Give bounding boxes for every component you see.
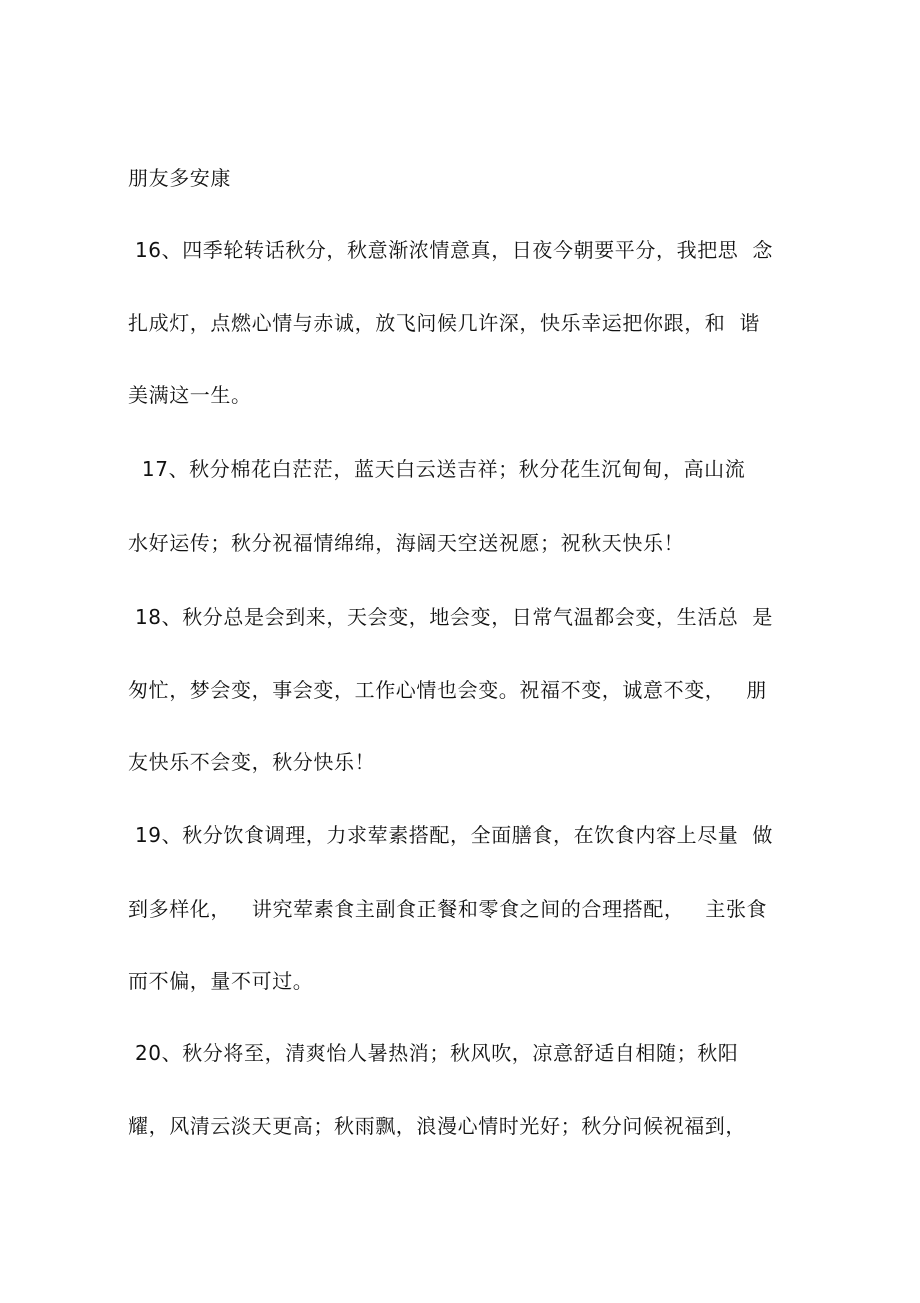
text-line: 20、秋分将至，清爽怡人暑热消；秋风吹，凉意舒适自相随；秋阳 <box>128 1041 739 1065</box>
text-line: 朋友多安康 <box>128 166 231 190</box>
text-line: 17、秋分棉花白茫茫，蓝天白云送吉祥；秋分花生沉甸甸，高山流 <box>128 457 746 481</box>
text-line: 16、四季轮转话秋分，秋意渐浓情意真，日夜今朝要平分，我把思 念 <box>128 238 773 262</box>
text-line: 而不偏，量不可过。 <box>128 969 314 993</box>
text-line: 美满这一生。 <box>128 383 252 407</box>
text-line: 友快乐不会变，秋分快乐！ <box>128 750 376 774</box>
text-line: 匆忙，梦会变，事会变，工作心情也会变。祝福不变，诚意不变， 朋 <box>128 678 767 702</box>
text-line: 19、秋分饮食调理，力求荤素搭配，全面膳食，在饮食内容上尽量 做 <box>128 823 773 847</box>
text-line: 到多样化， 讲究荤素食主副食正餐和零食之间的合理搭配， 主张食 <box>128 897 768 921</box>
text-line: 水好运传；秋分祝福情绵绵，海阔天空送祝愿；祝秋天快乐！ <box>128 531 685 555</box>
text-line: 扎成灯，点燃心情与赤诚，放飞问候几许深，快乐幸运把你跟，和 谐 <box>128 311 760 335</box>
text-line: 18、秋分总是会到来，天会变，地会变，日常气温都会变，生活总 是 <box>128 605 773 629</box>
text-line: 耀，风清云淡天更高；秋雨飘，浪漫心情时光好；秋分问候祝福到， <box>128 1114 746 1138</box>
